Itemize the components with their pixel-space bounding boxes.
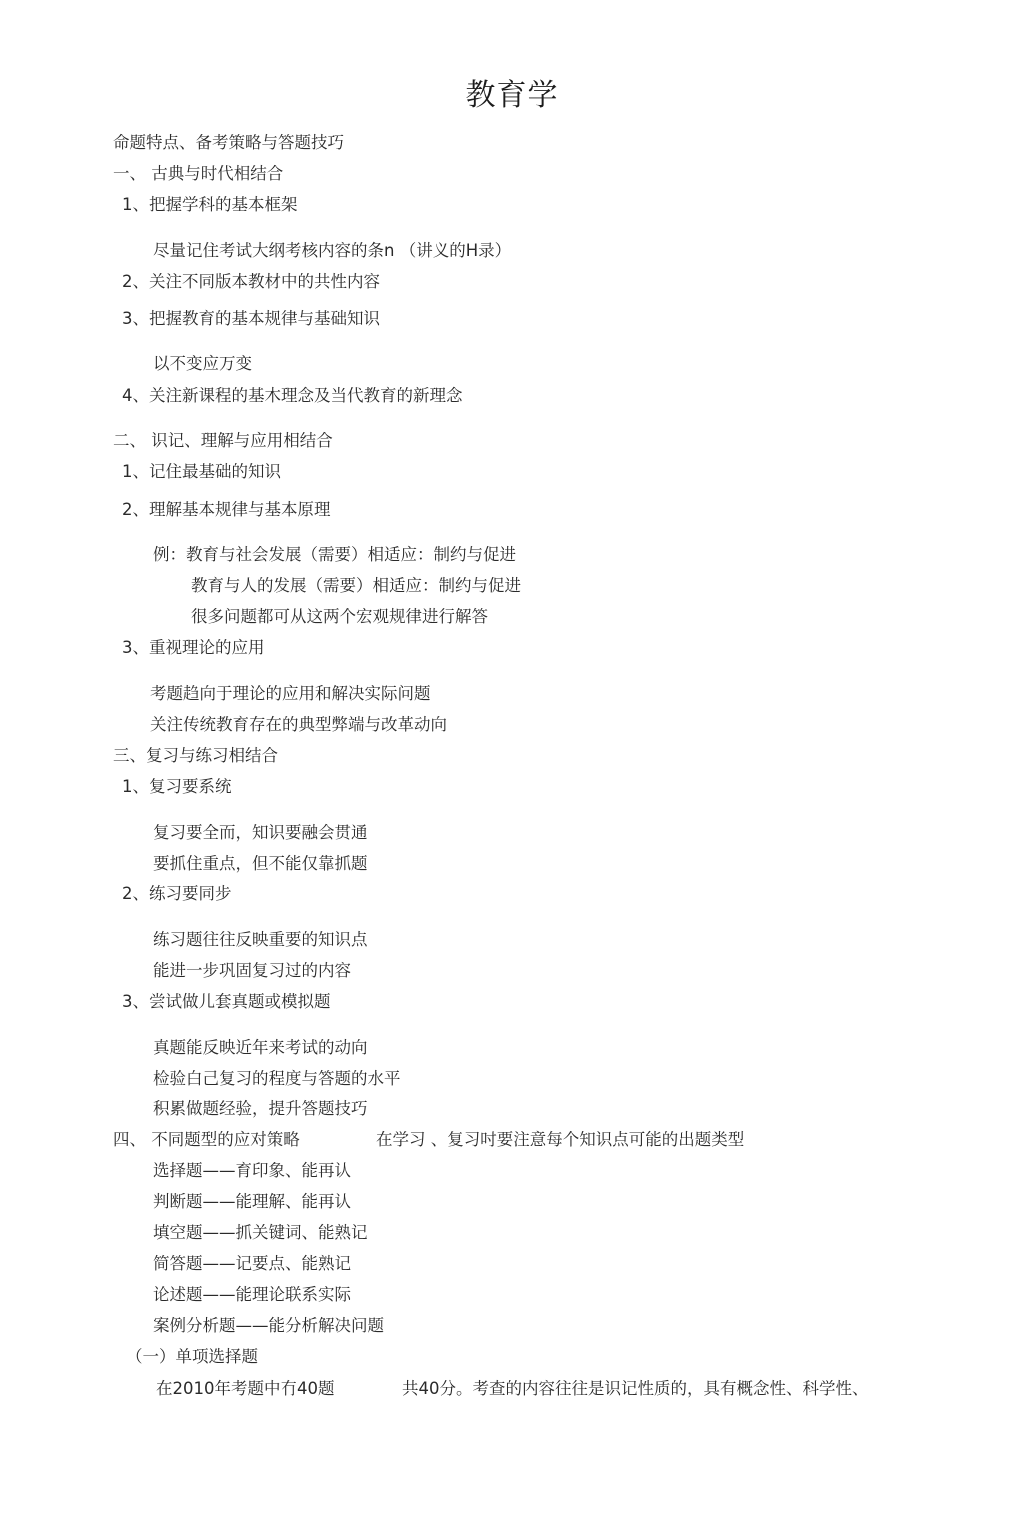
- question-type-5: 论述题——能理论联系实际: [153, 1285, 351, 1304]
- subsection-1-line-b: 共40分。考查的内容往往是识记性质的，具有概念性、科学性、: [402, 1379, 869, 1398]
- section-3-item-2-note-1: 练习题往往反映重要的知识点: [153, 930, 368, 949]
- section-3-item-3-note-3: 积累做题经验，提升答题技巧: [153, 1099, 368, 1118]
- section-1-item-1: 1、把握学科的基本框架: [122, 195, 298, 214]
- section-2-item-3: 3、重视理论的应用: [122, 638, 265, 657]
- question-type-4: 简答题——记要点、能熟记: [153, 1254, 351, 1273]
- section-3-item-2-note-2: 能进一步巩固复习过的内容: [153, 961, 351, 980]
- question-type-2: 判断题——能理解、能再认: [153, 1192, 351, 1211]
- section-3-item-3-note-1: 真题能反映近年来考试的动向: [153, 1038, 368, 1057]
- subsection-1-heading: （一）单项选择题: [126, 1347, 258, 1366]
- section-2-example-2: 教育与人的发展（需要）相适应：制约与促进: [191, 576, 521, 595]
- section-1-item-3-note: 以不变应万变: [153, 354, 252, 373]
- document-title: 教育学: [465, 78, 559, 113]
- subsection-1-line-a: 在2010年考题中冇40题: [156, 1379, 335, 1398]
- question-type-1: 选择题——育印象、能再认: [153, 1161, 351, 1180]
- section-3-item-1: 1、复习要系统: [122, 777, 232, 796]
- section-1-item-2: 2、关注不同版本教材中的共性内容: [122, 272, 380, 291]
- section-2-item-1: 1、记住最基础的知识: [122, 462, 281, 481]
- question-type-6: 案例分析题——能分析解决问题: [153, 1316, 384, 1335]
- section-1-heading: 一、 古典与时代相结合: [113, 164, 284, 183]
- section-2-item-2: 2、理解基本规律与基本原理: [122, 500, 331, 519]
- section-3-item-3: 3、尝试做儿套真题或模拟题: [122, 992, 331, 1011]
- section-2-item-3-note-1: 考题趋向于理论的应用和解决实际问题: [150, 684, 431, 703]
- section-1-item-3: 3、把握教育的基本规律与基础知识: [122, 309, 380, 328]
- section-3-item-1-note-1: 复习要全而，知识要融会贯通: [153, 823, 368, 842]
- section-2-example-3: 很多问题都可从这两个宏观规律进行解答: [191, 607, 488, 626]
- question-type-3: 填空题——抓关键词、能熟记: [153, 1223, 368, 1242]
- section-4-heading: 四、 不同题型的应对策略: [113, 1130, 300, 1149]
- section-3-item-2: 2、练习要同步: [122, 884, 232, 903]
- section-1-item-4: 4、关注新课程的基木理念及当代教育的新理念: [122, 386, 463, 405]
- section-3-item-1-note-2: 要抓住重点，但不能仅靠抓题: [153, 854, 368, 873]
- section-1-item-1-note: 尽量记住考试大纲考核内容的条n （讲义的H录）: [153, 241, 512, 260]
- section-3-item-3-note-2: 检验白己复习的程度与答题的水平: [153, 1069, 401, 1088]
- section-4-heading-note: 在学习 、复习吋要注意每个知识点可能的出题类型: [376, 1130, 745, 1149]
- section-2-heading: 二、 识记、理解与应用相结合: [113, 431, 333, 450]
- section-3-heading: 三、复习与练习相结合: [113, 746, 278, 765]
- section-2-item-3-note-2: 关注传统教育存在的典型弊端与改革动向: [150, 715, 447, 734]
- subtitle: 命题特点、备考策略与答题技巧: [113, 133, 344, 152]
- section-2-example-1: 例：教育与社会发展（需要）相适应：制约与促进: [153, 545, 516, 564]
